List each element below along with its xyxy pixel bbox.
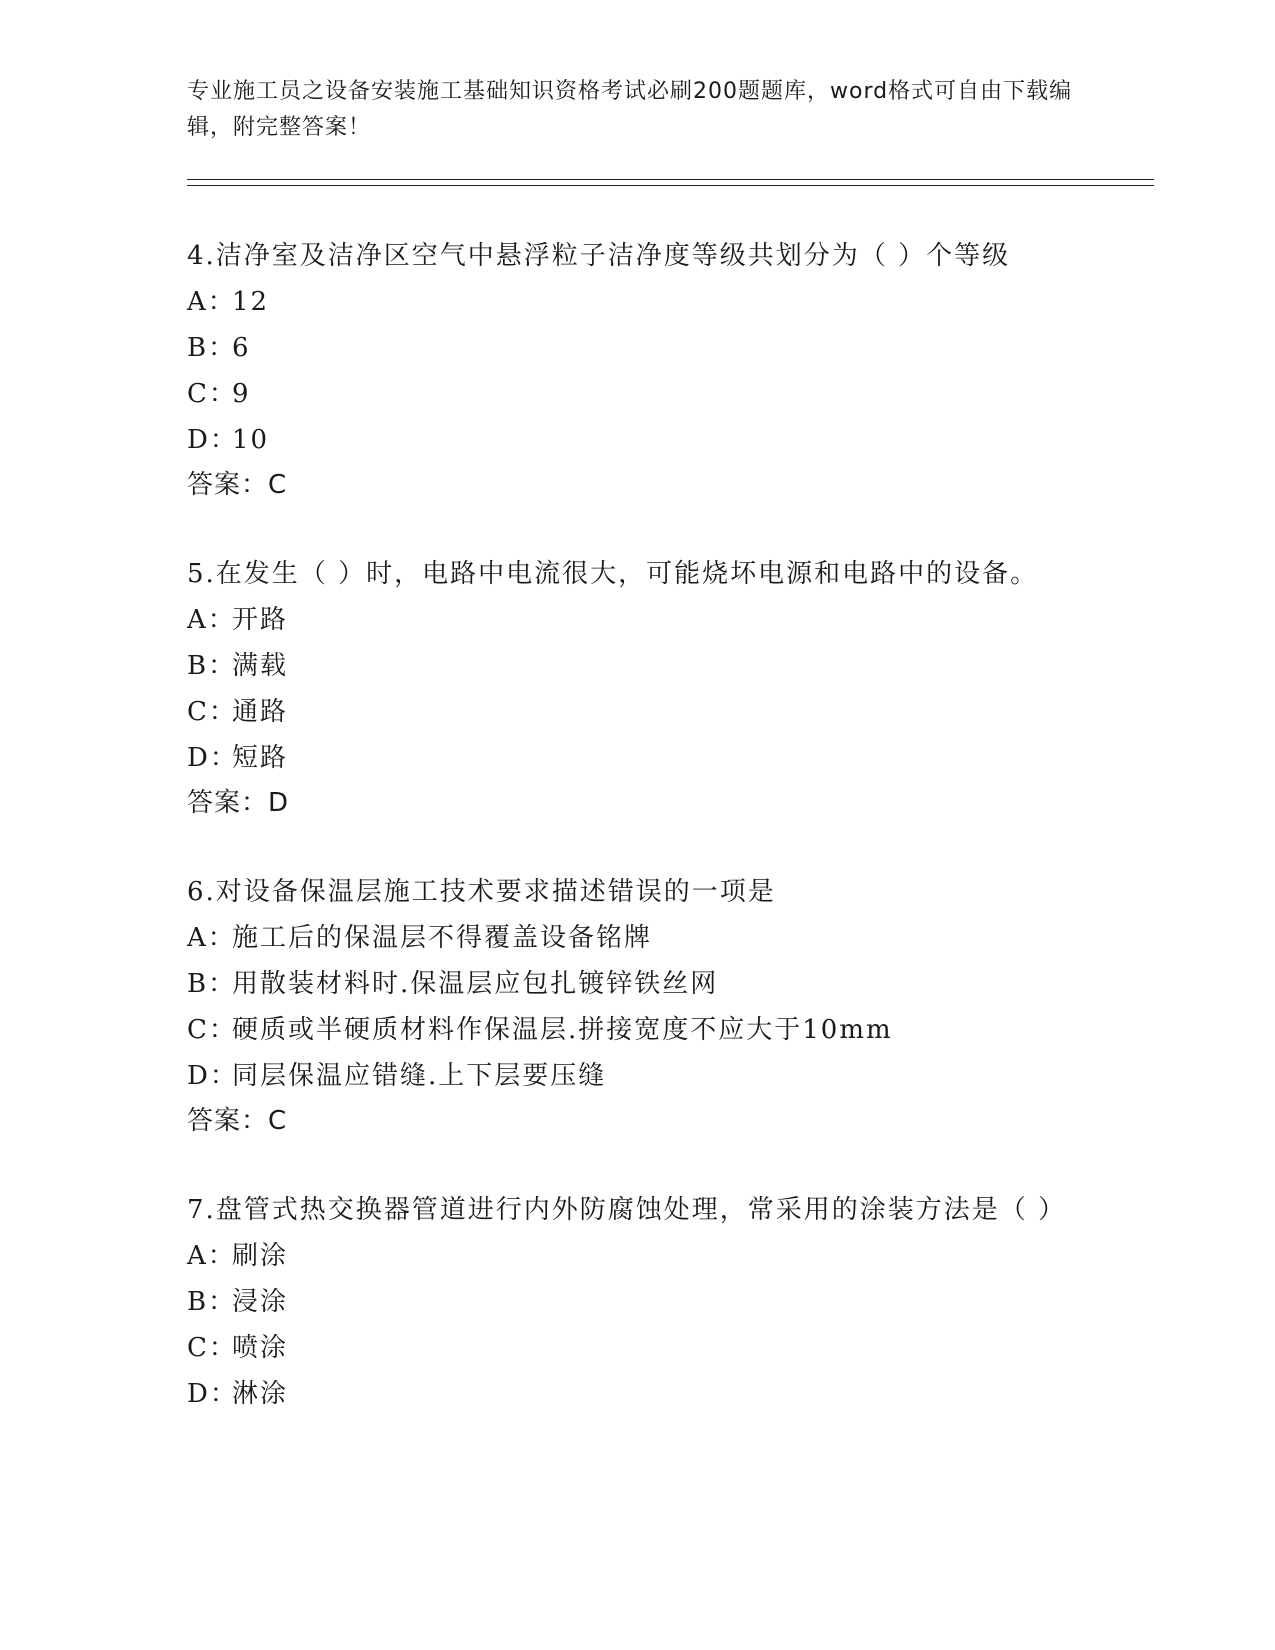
answer-option-c: C：9 [187, 379, 251, 409]
answer-option-c: C：喷涂 [187, 1333, 289, 1363]
answer-key: 答案：C [187, 1106, 288, 1136]
answer-option-b: B：满载 [187, 651, 289, 681]
header-divider-line [187, 185, 1154, 186]
answer-key: 答案：D [187, 788, 290, 818]
question-block [187, 233, 1087, 507]
question-block [187, 869, 1087, 1143]
answer-option-d: D：淋涂 [187, 1379, 289, 1409]
document-header: 专业施工员之设备安装施工基础知识资格考试必刷200题题库，word格式可自由下载编辑，附完整答案！ [187, 79, 1073, 140]
header-divider-line [187, 179, 1154, 180]
question-stem: 4.洁净室及洁净区空气中悬浮粒子洁净度等级共划分为（ ）个等级 [187, 241, 1011, 271]
answer-option-b: B：浸涂 [187, 1287, 289, 1317]
question-stem: 7.盘管式热交换器管道进行内外防腐蚀处理，常采用的涂装方法是（ ） [187, 1195, 1067, 1225]
answer-key: 答案：C [187, 470, 288, 500]
question-block [187, 551, 1087, 825]
answer-option-d: D：短路 [187, 743, 289, 773]
question-stem: 6.对设备保温层施工技术要求描述错误的一项是 [187, 877, 776, 907]
answer-option-a: A：施工后的保温层不得覆盖设备铭牌 [187, 923, 653, 953]
answer-option-d: D：同层保温应错缝.上下层要压缝 [187, 1061, 607, 1091]
answer-option-c: C：硬质或半硬质材料作保温层.拼接宽度不应大于10mm [187, 1015, 893, 1045]
answer-option-a: A：12 [187, 287, 270, 317]
question-block [187, 1187, 1067, 1417]
answer-option-a: A：刷涂 [187, 1241, 289, 1271]
answer-option-b: B：6 [187, 333, 251, 363]
answer-option-b: B：用散装材料时.保温层应包扎镀锌铁丝网 [187, 969, 719, 999]
answer-option-a: A：开路 [187, 605, 289, 635]
answer-option-d: D：10 [187, 425, 270, 455]
answer-option-c: C：通路 [187, 697, 289, 727]
question-stem: 5.在发生（ ）时，电路中电流很大，可能烧坏电源和电路中的设备。 [187, 559, 1039, 589]
